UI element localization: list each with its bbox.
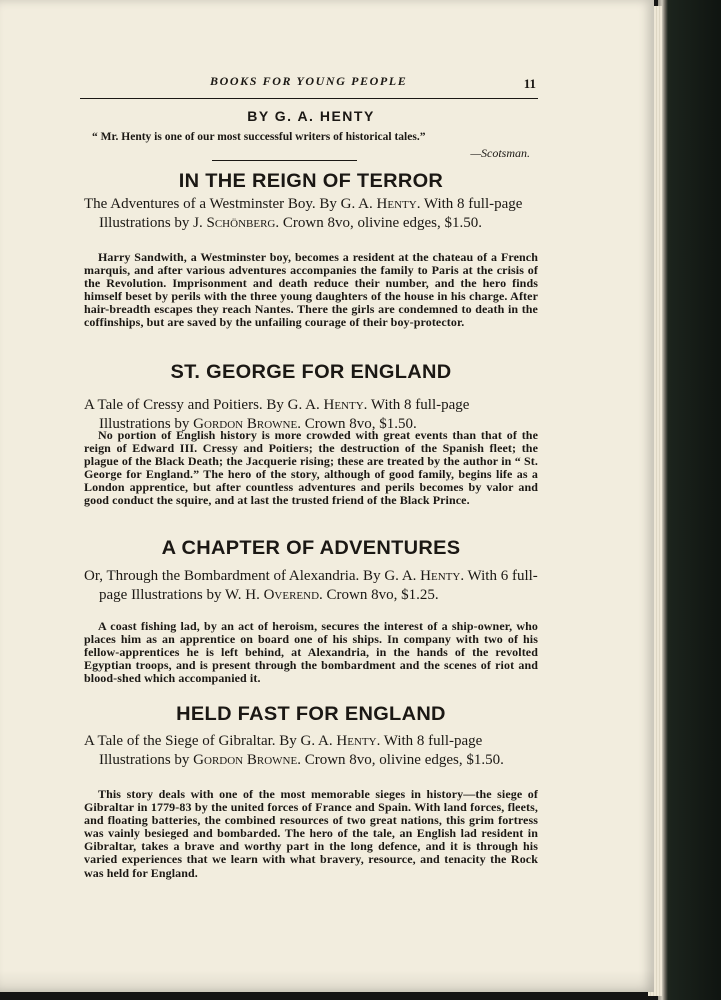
separator-rule <box>212 160 357 161</box>
illustrator-name: Overend <box>263 586 320 603</box>
book-blurb: A Tale of the Siege of Gibraltar. By G. A. Henty. With 8 full-page Illustrations by Gordon Browne. Crown 8vo, olivine edges, $1.50. <box>84 733 504 768</box>
book-description: This story deals with one of the most memorable sieges in history—the siege of Gibraltar in 1779-83 by the united forces of France and Spain. With land forces, fleets, and floating batteries, the combined resources of two great nations, this grim fortress was vainly besieged and bombarded. The hero of the tale, an English lad resident in Gibraltar, takes a brave and worthy part in the long defence, and it is through his varied experiences that we learn with what bravery, resource, and tenacity the Rock was held for England. <box>84 787 538 880</box>
book-title: IN THE REIGN OF TERROR <box>178 170 444 192</box>
author-name: Henty <box>323 397 364 413</box>
page-number: 11 <box>523 76 536 91</box>
illustrator-name: Gordon Browne <box>193 751 298 768</box>
quote-source: —Scotsman. <box>470 146 530 160</box>
author-name: Henty <box>420 568 461 584</box>
book-description: A coast fishing lad, by an act of heroism, secures the interest of a ship-owner, who places him as an apprentice on board one of his ships. In company with two of his fellow-apprentices he is left behind, at Alexandria, in the hands of the revolted Egyptian troops, and is present through the bombardment and the scenes of riot and blood-shed which accompanied it. <box>84 619 538 686</box>
book-blurb: Or, Through the Bombardment of Alexandria. By G. A. Henty. With 6 full-page Illustrations by W. H. Overend. Crown 8vo, $1.25. <box>84 568 538 603</box>
book-description: No portion of English history is more crowded with great events than that of the reign of Edward III. Cressy and Poitiers; the destruction of the Spanish fleet; the plague of the Black Death; the Jacquerie rising; these are treated by the author in “ St. George for England.” The hero of the story, although of good family, begins life as a London apprentice, but after countless adventures and perils becomes by valor and good conduct the squire, and at last the trusted friend of the Black Prince. <box>84 428 538 508</box>
book-description: Harry Sandwith, a Westminster boy, becomes a resident at the chateau of a French marquis, and after various adventures accompanies the family to Paris at the crisis of the Revolution. Imprisonment and death reduce their number, and the hero finds himself beset by perils with the three young daughters of the house in his charge. After hair-breadth escapes they reach Nantes. There the girls are condemned to death in the coffinships, but are saved by the unfailing courage of their boy-protector. <box>84 250 538 330</box>
book-blurb: The Adventures of a Westminster Boy. By G. A. Henty. With 8 full-page Illustrations by J. Schönberg. Crown 8vo, olivine edges, $1.50. <box>84 196 523 231</box>
author-name: Henty <box>336 733 377 749</box>
book-title: A CHAPTER OF ADVENTURES <box>161 537 461 559</box>
author-heading: BY G. A. HENTY <box>247 108 375 124</box>
book-cover-edge <box>658 0 721 1000</box>
illustrator-name: Gordon Browne <box>193 415 298 432</box>
running-header <box>80 74 538 99</box>
author-name: Henty <box>376 196 417 212</box>
illustrator-name: Schönberg <box>206 214 276 231</box>
page-shadow <box>0 970 654 992</box>
running-title: BOOKS FOR YOUNG PEOPLE <box>210 74 408 88</box>
book-title: ST. GEORGE FOR ENGLAND <box>170 361 452 383</box>
book-title: HELD FAST FOR ENGLAND <box>176 703 446 725</box>
book-blurb: A Tale of Cressy and Poitiers. By G. A. Henty. With 8 full-page Illustrations by Gordon Browne. Crown 8vo, $1.50. <box>84 397 470 432</box>
press-quote: “ Mr. Henty is one of our most successful writers of historical tales.” <box>92 131 426 143</box>
